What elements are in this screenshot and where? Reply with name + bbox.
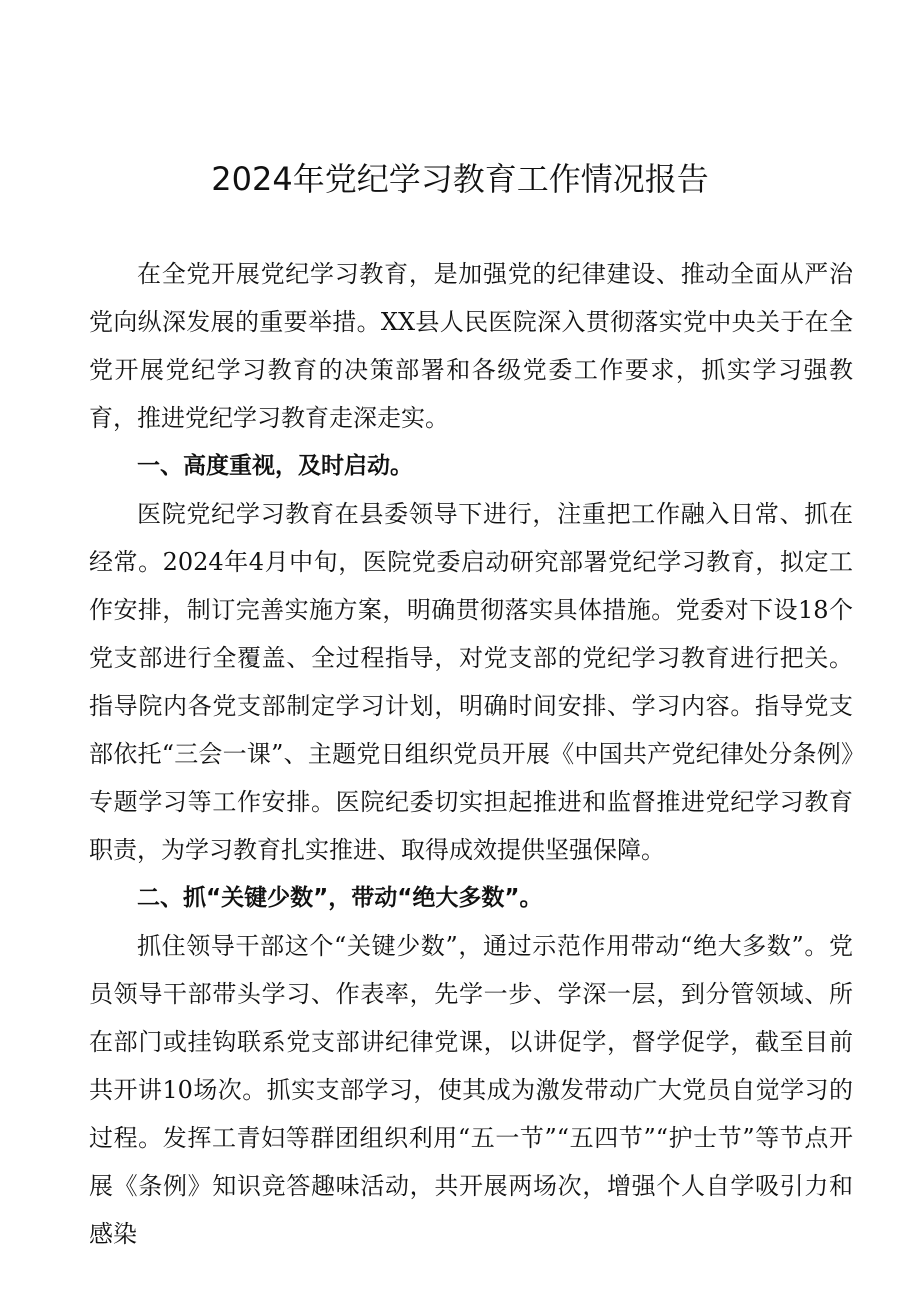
paragraph-section-2: 抓住领导干部这个“关键少数”，通过示范作用带动“绝大多数”。党员领导干部带头学习、作表率，先学一步、学深一层，到分管领域、所在部门或挂钩联系党支部讲纪律党课，以讲促学，督学促学，截至目前共开讲10场次。抓实支部学习，使其成为激发带动广大党员自觉学习的过程。发挥工青妇等群团组织利用“五一节”“五四节”“护士节”等节点开展《条例》知识竞答趣味活动，共开展两场次，增强个人自学吸引力和感染 <box>89 932 853 1248</box>
section-heading-1: 一、高度重视，及时启动。 <box>137 453 413 479</box>
section-heading-2: 二、抓“关键少数”，带动“绝大多数”。 <box>137 885 543 911</box>
paragraph-intro: 在全党开展党纪学习教育，是加强党的纪律建设、推动全面从严治党向纵深发展的重要举措。XX县人民医院深入贯彻落实党中央关于在全党开展党纪学习教育的决策部署和各级党委工作要求，抓实学习强教育，推进党纪学习教育走深走实。 <box>89 260 853 432</box>
document-body <box>89 250 853 1258</box>
document-title: 2024年党纪学习教育工作情况报告 <box>211 160 709 198</box>
paragraph-section-1: 医院党纪学习教育在县委领导下进行，注重把工作融入日常、抓在经常。2024年4月中旬，医院党委启动研究部署党纪学习教育，拟定工作安排，制订完善实施方案，明确贯彻落实具体措施。党委对下设18个党支部进行全覆盖、全过程指导，对党支部的党纪学习教育进行把关。指导院内各党支部制定学习计划，明确时间安排、学习内容。指导党支部依托“三会一课”、主题党日组织党员开展《中国共产党纪律处分条例》专题学习等工作安排。医院纪委切实担起推进和监督推进党纪学习教育职责，为学习教育扎实推进、取得成效提供坚强保障。 <box>89 500 853 864</box>
